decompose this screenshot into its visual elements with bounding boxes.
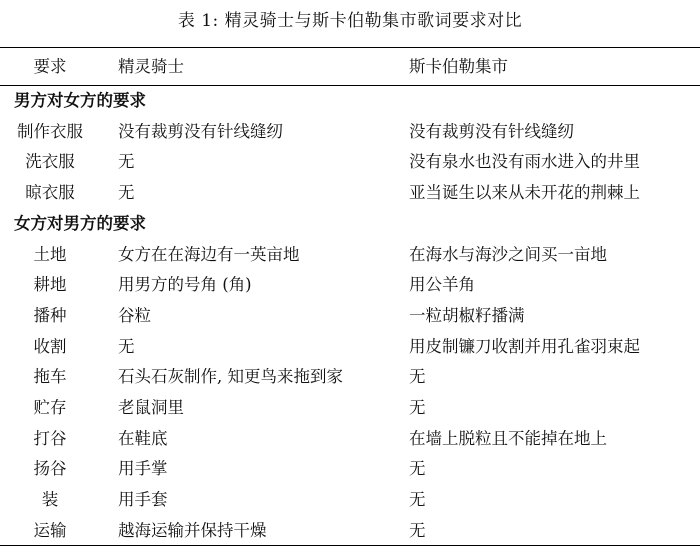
table-row [0, 424, 700, 454]
elfin-knight-cell: 谷粒 [118, 305, 151, 325]
scarborough-fair-cell: 一粒胡椒籽播满 [409, 305, 525, 325]
table-row [0, 516, 700, 546]
elfin-knight-cell: 老鼠洞里 [118, 398, 184, 417]
requirement-cell: 贮存 [33, 398, 67, 417]
header-elfin-knight: 精灵骑士 [118, 57, 184, 76]
requirement-cell: 装 [41, 490, 59, 510]
table-row [0, 362, 700, 392]
scarborough-fair-cell: 没有泉水也没有雨水进入的井里 [409, 152, 640, 172]
requirement-cell: 洗衣服 [25, 152, 75, 172]
requirement-cell: 运输 [33, 520, 67, 540]
requirement-cell: 土地 [33, 244, 67, 264]
table-row [0, 301, 700, 331]
requirement-cell: 拖车 [33, 367, 67, 387]
requirement-cell: 扬谷 [33, 459, 67, 479]
elfin-knight-cell: 无 [118, 152, 135, 172]
table-caption: 表 1: 精灵骑士与斯卡伯勒集市歌词要求对比 [177, 11, 523, 31]
scarborough-fair-cell: 无 [409, 367, 426, 387]
requirement-cell: 播种 [33, 305, 67, 325]
scarborough-fair-cell: 亚当诞生以来从未开花的荆棘上 [409, 183, 640, 203]
elfin-knight-cell: 在鞋底 [118, 428, 168, 448]
table-row [0, 117, 700, 147]
scarborough-fair-cell: 用公羊角 [409, 275, 475, 295]
header-row [0, 52, 700, 82]
header-requirement: 要求 [33, 57, 67, 76]
requirement-cell: 耕地 [33, 275, 67, 295]
bottom-rule [0, 545, 700, 546]
elfin-knight-cell: 没有裁剪没有针线缝纫 [118, 121, 283, 141]
table-row [0, 393, 700, 423]
requirement-cell: 晾衣服 [25, 183, 75, 203]
elfin-knight-cell: 无 [118, 336, 135, 356]
table-row [0, 454, 700, 484]
scarborough-fair-cell: 在海水与海沙之间买一亩地 [409, 244, 607, 264]
top-rule [0, 47, 700, 48]
elfin-knight-cell: 越海运输并保持干燥 [118, 520, 267, 540]
elfin-knight-cell: 无 [118, 183, 135, 203]
scarborough-fair-cell: 在墙上脱粒且不能掉在地上 [409, 428, 607, 448]
requirement-cell: 制作衣服 [17, 121, 83, 141]
section-title: 男方对女方的要求 [14, 91, 146, 110]
elfin-knight-cell: 用手套 [118, 490, 168, 510]
scarborough-fair-cell: 无 [409, 520, 426, 540]
elfin-knight-cell: 用男方的号角 (角) [118, 275, 252, 295]
elfin-knight-cell: 女方在在海边有一英亩地 [118, 244, 300, 264]
scarborough-fair-cell: 无 [409, 459, 426, 479]
table-row [0, 332, 700, 362]
table-row [0, 270, 700, 300]
table-row [0, 485, 700, 515]
requirement-cell: 收割 [33, 336, 67, 356]
table-row [0, 240, 700, 270]
requirement-cell: 打谷 [33, 428, 67, 448]
elfin-knight-cell: 石头石灰制作, 知更鸟来拖到家 [118, 367, 343, 387]
section-title: 女方对男方的要求 [14, 213, 146, 233]
scarborough-fair-cell: 无 [409, 490, 426, 510]
scarborough-fair-cell: 无 [409, 398, 426, 417]
table-row [0, 147, 700, 177]
table-row [0, 178, 700, 208]
header-scarborough-fair: 斯卡伯勒集市 [409, 57, 508, 76]
elfin-knight-cell: 用手掌 [118, 459, 168, 479]
scarborough-fair-cell: 用皮制镰刀收割并用孔雀羽束起 [409, 336, 640, 356]
scarborough-fair-cell: 没有裁剪没有针线缝纫 [409, 121, 574, 141]
